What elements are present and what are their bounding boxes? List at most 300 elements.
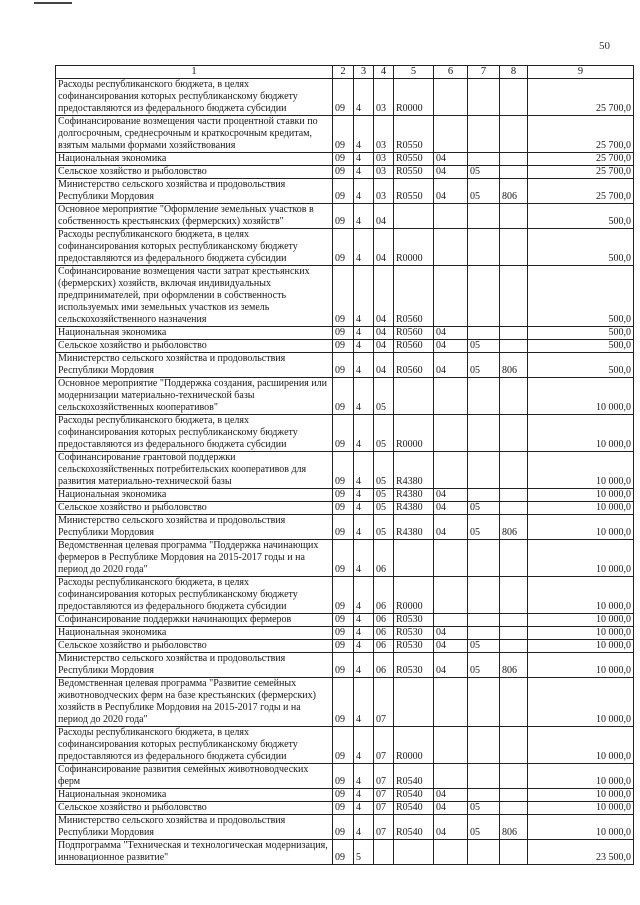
row-name-cell: Национальная экономика (56, 153, 333, 166)
row-code-cell: 09 (333, 789, 354, 802)
row-code-cell (434, 229, 468, 266)
row-code-cell: 4 (354, 678, 374, 727)
row-code-cell: 06 (374, 577, 394, 614)
row-code-cell: 03 (374, 153, 394, 166)
row-amount-cell: 10 000,0 (528, 640, 634, 653)
row-name-cell: Софинансирование грантовой поддержки сельскохозяйственных потребительских кооперативов для развития материально-технической базы (56, 452, 333, 489)
row-amount-cell: 25 700,0 (528, 179, 634, 204)
row-code-cell (468, 614, 500, 627)
row-code-cell (394, 678, 434, 727)
row-code-cell: R0000 (394, 415, 434, 452)
row-code-cell: 06 (374, 614, 394, 627)
row-code-cell: 4 (354, 789, 374, 802)
row-name-cell: Основное мероприятие "Оформление земельных участков в собственность крестьянских (фермерских) хозяйств" (56, 204, 333, 229)
row-code-cell: R0560 (394, 353, 434, 378)
row-code-cell: 09 (333, 540, 354, 577)
row-code-cell (468, 79, 500, 116)
row-code-cell (434, 452, 468, 489)
row-code-cell: 04 (434, 789, 468, 802)
row-code-cell: R4380 (394, 489, 434, 502)
row-code-cell: 05 (468, 815, 500, 840)
row-code-cell: 05 (468, 802, 500, 815)
row-amount-cell: 10 000,0 (528, 577, 634, 614)
row-code-cell: 03 (374, 166, 394, 179)
row-code-cell: 04 (434, 502, 468, 515)
row-code-cell: 4 (354, 577, 374, 614)
row-code-cell: 4 (354, 378, 374, 415)
row-code-cell: 05 (468, 515, 500, 540)
row-code-cell (500, 840, 528, 865)
header-cell: 3 (354, 66, 374, 79)
row-amount-cell: 10 000,0 (528, 502, 634, 515)
row-code-cell: 06 (374, 653, 394, 678)
row-code-cell: 06 (374, 540, 394, 577)
row-name-cell: Расходы республиканского бюджета, в целях софинансирования которых республиканскому бюджету предоставляются из федерального бюджета субсидии (56, 577, 333, 614)
row-code-cell: 4 (354, 340, 374, 353)
row-name-cell: Основное мероприятие "Поддержка создания, расширения или модернизации материально-технической базы сельскохозяйственных кооперативов" (56, 378, 333, 415)
row-code-cell: 04 (374, 327, 394, 340)
row-code-cell: 4 (354, 452, 374, 489)
row-code-cell (468, 540, 500, 577)
row-code-cell: 04 (374, 340, 394, 353)
row-code-cell (468, 627, 500, 640)
row-code-cell (434, 614, 468, 627)
row-code-cell: 4 (354, 415, 374, 452)
row-code-cell: 4 (354, 515, 374, 540)
row-code-cell (500, 153, 528, 166)
row-code-cell (468, 415, 500, 452)
row-code-cell: 4 (354, 727, 374, 764)
row-code-cell (434, 266, 468, 327)
row-code-cell: 5 (354, 840, 374, 865)
row-code-cell: 05 (374, 515, 394, 540)
row-code-cell: 05 (374, 415, 394, 452)
row-code-cell (500, 802, 528, 815)
row-code-cell: R0560 (394, 327, 434, 340)
row-code-cell (468, 266, 500, 327)
row-code-cell (500, 540, 528, 577)
row-code-cell: 06 (374, 627, 394, 640)
row-code-cell: R4380 (394, 502, 434, 515)
row-code-cell: 4 (354, 327, 374, 340)
row-code-cell: 4 (354, 116, 374, 153)
row-code-cell: 4 (354, 353, 374, 378)
row-code-cell (434, 678, 468, 727)
row-code-cell (468, 678, 500, 727)
row-name-cell: Министерство сельского хозяйства и продовольствия Республики Мордовия (56, 653, 333, 678)
row-amount-cell: 25 700,0 (528, 153, 634, 166)
row-code-cell: 09 (333, 489, 354, 502)
header-cell: 2 (333, 66, 354, 79)
row-code-cell: 09 (333, 653, 354, 678)
row-code-cell: 4 (354, 166, 374, 179)
row-name-cell: Расходы республиканского бюджета, в целях софинансирования которых республиканскому бюджету предоставляются из федерального бюджета субсидии (56, 79, 333, 116)
row-code-cell (394, 840, 434, 865)
row-code-cell: 09 (333, 815, 354, 840)
row-code-cell: 4 (354, 815, 374, 840)
row-code-cell: 04 (374, 266, 394, 327)
row-code-cell: R0000 (394, 577, 434, 614)
row-code-cell: 09 (333, 204, 354, 229)
row-code-cell (434, 540, 468, 577)
row-code-cell: 09 (333, 840, 354, 865)
row-amount-cell: 10 000,0 (528, 614, 634, 627)
row-name-cell: Сельское хозяйство и рыболовство (56, 502, 333, 515)
row-code-cell (468, 229, 500, 266)
row-code-cell: 04 (434, 515, 468, 540)
row-code-cell (434, 764, 468, 789)
row-code-cell (468, 204, 500, 229)
row-code-cell: R0540 (394, 764, 434, 789)
row-code-cell: 04 (434, 802, 468, 815)
table-row (56, 502, 634, 515)
row-name-cell: Национальная экономика (56, 627, 333, 640)
row-code-cell: R4380 (394, 515, 434, 540)
row-code-cell (434, 204, 468, 229)
row-code-cell: R0550 (394, 153, 434, 166)
row-code-cell: 07 (374, 815, 394, 840)
row-amount-cell: 500,0 (528, 229, 634, 266)
row-amount-cell: 25 700,0 (528, 166, 634, 179)
row-name-cell: Сельское хозяйство и рыболовство (56, 640, 333, 653)
row-code-cell: 04 (434, 815, 468, 840)
row-code-cell: 09 (333, 727, 354, 764)
row-code-cell (500, 789, 528, 802)
row-code-cell: 05 (468, 166, 500, 179)
row-code-cell (468, 727, 500, 764)
header-cell: 8 (500, 66, 528, 79)
row-code-cell (500, 229, 528, 266)
row-name-cell: Расходы республиканского бюджета, в целях софинансирования которых республиканскому бюджету предоставляются из федерального бюджета субсидии (56, 229, 333, 266)
table-row (56, 353, 634, 378)
row-name-cell: Ведомственная целевая программа "Развитие семейных животноводческих ферм на базе крестьянских (фермерских) хозяйств в Республике Мордовия на 2015-2017 годы и на период до 2020 года" (56, 678, 333, 727)
row-code-cell: R0000 (394, 727, 434, 764)
row-code-cell (500, 166, 528, 179)
row-code-cell: 05 (468, 502, 500, 515)
row-name-cell: Расходы республиканского бюджета, в целях софинансирования которых республиканскому бюджету предоставляются из федерального бюджета субсидии (56, 415, 333, 452)
row-amount-cell: 25 700,0 (528, 79, 634, 116)
row-code-cell: 09 (333, 340, 354, 353)
row-amount-cell: 10 000,0 (528, 415, 634, 452)
row-code-cell: 09 (333, 266, 354, 327)
row-code-cell: 4 (354, 802, 374, 815)
row-code-cell: 806 (500, 353, 528, 378)
row-code-cell: 04 (434, 489, 468, 502)
scan-top-mark (34, 2, 72, 4)
row-code-cell: R0530 (394, 653, 434, 678)
header-cell: 7 (468, 66, 500, 79)
header-cell: 9 (528, 66, 634, 79)
row-code-cell (434, 79, 468, 116)
row-name-cell: Министерство сельского хозяйства и продовольствия Республики Мордовия (56, 815, 333, 840)
row-name-cell: Софинансирование поддержки начинающих фермеров (56, 614, 333, 627)
row-amount-cell: 10 000,0 (528, 452, 634, 489)
row-name-cell: Национальная экономика (56, 327, 333, 340)
row-code-cell: 806 (500, 653, 528, 678)
row-amount-cell: 10 000,0 (528, 489, 634, 502)
page-number: 50 (599, 40, 610, 52)
table-row (56, 627, 634, 640)
row-code-cell (500, 577, 528, 614)
row-amount-cell: 10 000,0 (528, 378, 634, 415)
row-code-cell (394, 378, 434, 415)
row-code-cell: 04 (434, 653, 468, 678)
row-code-cell: R0540 (394, 815, 434, 840)
table-row (56, 116, 634, 153)
row-amount-cell: 10 000,0 (528, 540, 634, 577)
row-amount-cell: 10 000,0 (528, 515, 634, 540)
table-row (56, 515, 634, 540)
row-code-cell: 04 (434, 340, 468, 353)
row-code-cell (434, 840, 468, 865)
row-code-cell (500, 640, 528, 653)
row-name-cell: Ведомственная целевая программа "Поддержка начинающих фермеров в Республике Мордовия на 2015-2017 годы и на период до 2020 года" (56, 540, 333, 577)
row-code-cell: R0560 (394, 266, 434, 327)
table-row (56, 229, 634, 266)
row-code-cell: R0000 (394, 79, 434, 116)
row-amount-cell: 10 000,0 (528, 627, 634, 640)
row-name-cell: Министерство сельского хозяйства и продовольствия Республики Мордовия (56, 179, 333, 204)
row-code-cell: 07 (374, 727, 394, 764)
table-row (56, 166, 634, 179)
row-code-cell (500, 678, 528, 727)
row-code-cell: 09 (333, 378, 354, 415)
row-name-cell: Министерство сельского хозяйства и продовольствия Республики Мордовия (56, 515, 333, 540)
row-code-cell: 07 (374, 764, 394, 789)
row-code-cell (500, 327, 528, 340)
table-row (56, 415, 634, 452)
row-code-cell: 05 (468, 353, 500, 378)
table-row (56, 577, 634, 614)
row-code-cell: 4 (354, 204, 374, 229)
row-code-cell: 05 (374, 452, 394, 489)
row-amount-cell: 10 000,0 (528, 764, 634, 789)
row-amount-cell: 25 700,0 (528, 116, 634, 153)
row-name-cell: Расходы республиканского бюджета, в целях софинансирования которых республиканскому бюджету предоставляются из федерального бюджета субсидии (56, 727, 333, 764)
header-cell: 4 (374, 66, 394, 79)
row-code-cell: 4 (354, 640, 374, 653)
row-code-cell (434, 415, 468, 452)
row-code-cell: 4 (354, 764, 374, 789)
row-code-cell: R0540 (394, 802, 434, 815)
row-code-cell: 09 (333, 415, 354, 452)
row-name-cell: Сельское хозяйство и рыболовство (56, 802, 333, 815)
row-code-cell (468, 378, 500, 415)
row-code-cell: 04 (434, 153, 468, 166)
row-code-cell: 09 (333, 452, 354, 489)
row-code-cell: 07 (374, 802, 394, 815)
row-code-cell: 06 (374, 640, 394, 653)
header-cell: 6 (434, 66, 468, 79)
table-body (56, 79, 634, 865)
row-amount-cell: 23 500,0 (528, 840, 634, 865)
row-code-cell: 09 (333, 614, 354, 627)
row-name-cell: Министерство сельского хозяйства и продовольствия Республики Мордовия (56, 353, 333, 378)
row-code-cell: 05 (468, 340, 500, 353)
row-code-cell: 04 (434, 353, 468, 378)
row-code-cell: 09 (333, 327, 354, 340)
row-code-cell (500, 727, 528, 764)
row-code-cell (468, 116, 500, 153)
table-row (56, 678, 634, 727)
row-amount-cell: 500,0 (528, 204, 634, 229)
row-code-cell: 09 (333, 627, 354, 640)
row-code-cell (434, 116, 468, 153)
row-code-cell: 4 (354, 540, 374, 577)
row-code-cell (468, 764, 500, 789)
table-row (56, 179, 634, 204)
row-code-cell: 05 (374, 502, 394, 515)
row-code-cell: 05 (374, 489, 394, 502)
row-code-cell: 4 (354, 614, 374, 627)
row-code-cell (468, 840, 500, 865)
table-row (56, 802, 634, 815)
row-code-cell: 05 (468, 640, 500, 653)
row-code-cell (500, 502, 528, 515)
row-code-cell: 09 (333, 353, 354, 378)
table-row (56, 727, 634, 764)
row-code-cell: 4 (354, 653, 374, 678)
row-amount-cell: 10 000,0 (528, 802, 634, 815)
row-code-cell (468, 489, 500, 502)
row-amount-cell: 500,0 (528, 340, 634, 353)
row-code-cell (500, 79, 528, 116)
row-amount-cell: 10 000,0 (528, 653, 634, 678)
header-cell: 1 (56, 66, 333, 79)
row-code-cell: R0530 (394, 614, 434, 627)
row-code-cell: 09 (333, 802, 354, 815)
table-row (56, 79, 634, 116)
row-code-cell (500, 340, 528, 353)
table-row (56, 789, 634, 802)
row-code-cell (500, 764, 528, 789)
table-row (56, 452, 634, 489)
row-code-cell (468, 789, 500, 802)
row-code-cell: 09 (333, 166, 354, 179)
row-code-cell: 04 (374, 353, 394, 378)
row-code-cell: 04 (434, 166, 468, 179)
row-code-cell: 05 (374, 378, 394, 415)
row-name-cell: Национальная экономика (56, 489, 333, 502)
row-code-cell: R0530 (394, 640, 434, 653)
row-code-cell: 03 (374, 116, 394, 153)
row-code-cell: 04 (374, 204, 394, 229)
row-code-cell: R0550 (394, 166, 434, 179)
row-code-cell: 4 (354, 79, 374, 116)
row-name-cell: Софинансирование развития семейных животноводческих ферм (56, 764, 333, 789)
row-code-cell: 04 (374, 229, 394, 266)
row-code-cell (468, 153, 500, 166)
row-code-cell: 4 (354, 153, 374, 166)
row-amount-cell: 500,0 (528, 353, 634, 378)
row-code-cell: 4 (354, 489, 374, 502)
row-code-cell (394, 204, 434, 229)
row-code-cell (468, 452, 500, 489)
row-amount-cell: 10 000,0 (528, 727, 634, 764)
row-code-cell: 09 (333, 153, 354, 166)
row-code-cell: 806 (500, 515, 528, 540)
table-row (56, 327, 634, 340)
row-code-cell: 09 (333, 502, 354, 515)
row-code-cell: 09 (333, 678, 354, 727)
table-row (56, 764, 634, 789)
row-code-cell: 03 (374, 179, 394, 204)
row-amount-cell: 10 000,0 (528, 789, 634, 802)
row-name-cell: Софинансирование возмещения части процентной ставки по долгосрочным, среднесрочным и краткосрочным кредитам, взятым малыми формами хозяйствования (56, 116, 333, 153)
table-row (56, 204, 634, 229)
row-code-cell (500, 627, 528, 640)
row-code-cell: 05 (468, 653, 500, 678)
table-row (56, 266, 634, 327)
budget-table (55, 65, 634, 865)
row-amount-cell: 10 000,0 (528, 815, 634, 840)
row-name-cell: Сельское хозяйство и рыболовство (56, 166, 333, 179)
row-code-cell (500, 116, 528, 153)
row-name-cell: Софинансирование возмещения части затрат крестьянских (фермерских) хозяйств, включая индивидуальных предпринимателей, при оформлении в собственность используемых ими земельных участков из земель сельскохозяйственного назначения (56, 266, 333, 327)
row-code-cell (434, 577, 468, 614)
row-name-cell: Сельское хозяйство и рыболовство (56, 340, 333, 353)
row-code-cell: R0560 (394, 340, 434, 353)
row-name-cell: Подпрограмма "Техническая и технологическая модернизация, инновационное развитие" (56, 840, 333, 865)
row-code-cell (500, 489, 528, 502)
row-code-cell: 04 (434, 179, 468, 204)
row-code-cell (500, 204, 528, 229)
row-code-cell: R0530 (394, 627, 434, 640)
table-row (56, 653, 634, 678)
row-code-cell (500, 614, 528, 627)
row-code-cell: 09 (333, 79, 354, 116)
row-code-cell (468, 327, 500, 340)
table-row (56, 540, 634, 577)
row-code-cell: 04 (434, 627, 468, 640)
table-row (56, 489, 634, 502)
row-code-cell (500, 266, 528, 327)
row-code-cell: 04 (434, 327, 468, 340)
table-row (56, 340, 634, 353)
row-code-cell: 09 (333, 116, 354, 153)
table-row (56, 840, 634, 865)
row-code-cell: R0540 (394, 789, 434, 802)
row-code-cell: 4 (354, 627, 374, 640)
row-code-cell: 806 (500, 179, 528, 204)
row-amount-cell: 10 000,0 (528, 678, 634, 727)
row-name-cell: Национальная экономика (56, 789, 333, 802)
table-row (56, 614, 634, 627)
row-code-cell (500, 378, 528, 415)
table-header-row (56, 66, 634, 79)
row-code-cell: 09 (333, 640, 354, 653)
row-code-cell: 09 (333, 577, 354, 614)
row-amount-cell: 500,0 (528, 266, 634, 327)
table-row (56, 640, 634, 653)
header-cell: 5 (394, 66, 434, 79)
row-code-cell: R0550 (394, 179, 434, 204)
row-code-cell (500, 415, 528, 452)
row-code-cell (434, 727, 468, 764)
row-code-cell: 4 (354, 502, 374, 515)
row-code-cell (500, 452, 528, 489)
row-code-cell: 4 (354, 179, 374, 204)
row-code-cell: 09 (333, 764, 354, 789)
row-code-cell: 4 (354, 266, 374, 327)
row-code-cell: 05 (468, 179, 500, 204)
row-code-cell: R4380 (394, 452, 434, 489)
row-code-cell (434, 378, 468, 415)
row-code-cell (374, 840, 394, 865)
row-code-cell: 07 (374, 678, 394, 727)
row-code-cell: 04 (434, 640, 468, 653)
row-code-cell: 09 (333, 179, 354, 204)
